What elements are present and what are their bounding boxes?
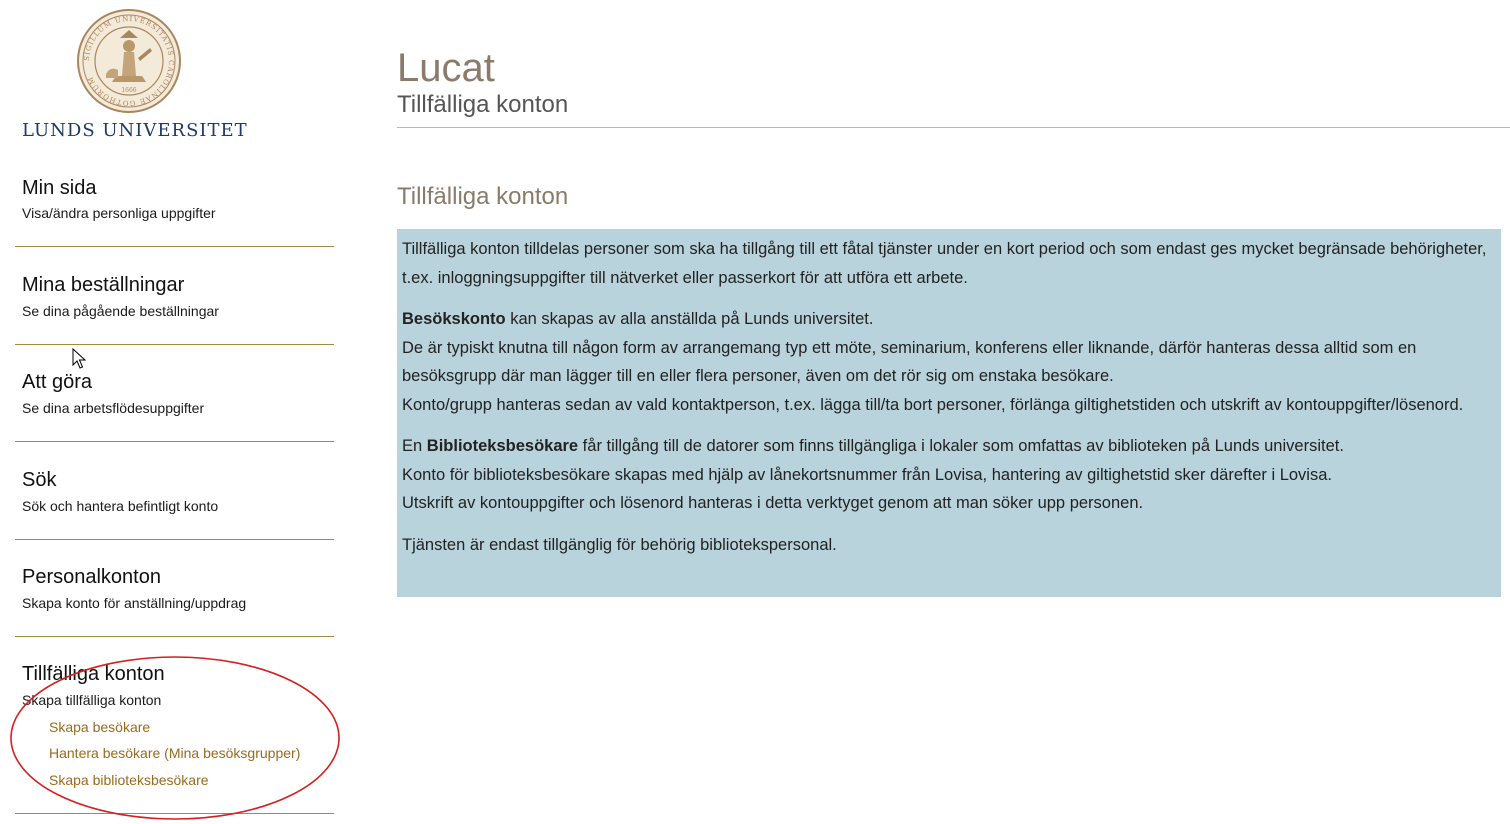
library-line-1: får tillgång till de datorer som finns tillgängliga i lokaler som omfattas av biblioteken på Lunds universitet.	[578, 437, 1344, 455]
library-line-3: Utskrift av kontouppgifter och lösenord hanteras i detta verktyget genom att man söker upp personen.	[402, 494, 1144, 512]
info-box	[397, 229, 1501, 597]
mouse-pointer-icon	[72, 348, 86, 370]
sidebar-item-subtitle: Se dina arbetsflödesuppgifter	[22, 400, 205, 416]
sidebar-item-title: Mina beställningar	[22, 274, 185, 296]
university-seal-icon	[76, 8, 182, 114]
library-term: Biblioteksbesökare	[426, 437, 579, 455]
link-skapa-besokare[interactable]: Skapa besökare	[49, 719, 151, 735]
sidebar-item-subtitle: Visa/ändra personliga uppgifter	[22, 205, 216, 221]
library-line-2: Konto för biblioteksbesökare skapas med hjälp av lånekortsnummer från Lovisa, hantering av giltighetstid sker därefter i Lovisa.	[402, 465, 1332, 484]
sidebar-item-personalkonton[interactable]	[15, 540, 334, 637]
library-prefix: En	[402, 437, 427, 455]
library-paragraph	[402, 432, 1501, 518]
highlight-annotation-ellipse	[8, 654, 344, 824]
link-hantera-besokare[interactable]: Hantera besökare (Mina besöksgrupper)	[49, 745, 301, 761]
sidebar-item-att-gora[interactable]	[15, 345, 334, 442]
visitor-term: Besökskonto	[402, 310, 506, 328]
sidebar-item-subtitle: Skapa konto för anställning/uppdrag	[22, 595, 247, 611]
sidebar-item-title: Tillfälliga konton	[22, 663, 165, 685]
link-skapa-biblioteksbesokare[interactable]: Skapa biblioteksbesökare	[49, 772, 209, 788]
university-logo[interactable]	[22, 8, 248, 146]
sidebar-item-subtitle: Sök och hantera befintligt konto	[22, 498, 219, 514]
section-heading: Tillfälliga konton	[397, 183, 569, 210]
intro-paragraph: Tillfälliga konton tilldelas personer som ska ha tillgång till ett fåtal tjänster under en kort period och som endast ges mycket begränsade behörigheter, t.ex. inloggningsuppgifter till nätverket eller passerkort för att utföra ett arbete.	[402, 240, 1487, 287]
sidebar-item-subtitle: Skapa tillfälliga konton	[22, 692, 162, 708]
sidebar-item-min-sida[interactable]	[15, 165, 334, 247]
sidebar-item-title: Min sida	[22, 177, 97, 199]
availability-paragraph: Tjänsten är endast tillgänglig för behörig bibliotekspersonal.	[402, 535, 837, 554]
sidebar-item-mina-bestallningar[interactable]	[15, 247, 334, 345]
app-title: Lucat	[397, 46, 495, 90]
sidebar-item-sok[interactable]	[15, 442, 334, 540]
visitor-line-3: Konto/grupp hanteras sedan av vald kontaktperson, t.ex. lägga till/ta bort personer, förlänga giltighetstiden och utskrift av kontouppgifter/lösenord.	[402, 395, 1464, 414]
sidebar-item-title: Sök	[22, 469, 57, 491]
header-divider	[397, 127, 1510, 128]
page-subtitle: Tillfälliga konton	[397, 91, 569, 118]
sidebar-item-subtitle: Se dina pågående beställningar	[22, 303, 219, 319]
svg-text:1666: 1666	[121, 87, 137, 94]
sidebar-item-title: Att göra	[22, 371, 93, 393]
university-wordmark: LUNDS UNIVERSITET	[22, 120, 248, 141]
visitor-line-2: De är typiskt knutna till någon form av arrangemang typ ett möte, seminarium, konferens eller liknande, därför hanteras dessa alltid som en besöksgrupp där man lägger till en eller flera personer, även om det rör sig om enstaka besökare.	[402, 338, 1417, 385]
visitor-paragraph	[402, 305, 1501, 419]
visitor-line-1: kan skapas av alla anställda på Lunds universitet.	[505, 310, 874, 328]
sidebar-item-title: Personalkonton	[22, 566, 161, 588]
svg-text:SIGILLUM UNIVERSITATIS CAROLIN: SIGILLUM UNIVERSITATIS CAROLINAE GOTHORUM	[82, 14, 176, 108]
